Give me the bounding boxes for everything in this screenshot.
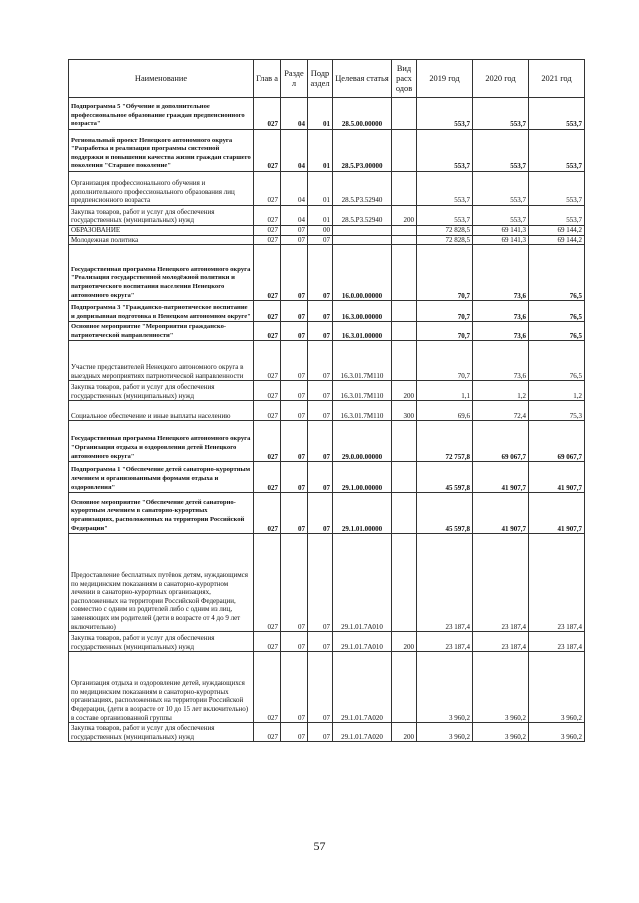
value-2021-cell: 23 187,4 xyxy=(529,632,585,652)
value-2019-cell: 70,7 xyxy=(417,301,473,322)
row-name-cell: Закупка товаров, работ и услуг для обеспечения государственных (муниципальных) нужд xyxy=(69,632,254,652)
value-2020-cell: 73,6 xyxy=(473,245,529,301)
value-2020-cell: 73,6 xyxy=(473,341,529,381)
expense-type-cell: 200 xyxy=(392,206,417,226)
value-2020-cell: 23 187,4 xyxy=(473,632,529,652)
chapter-cell: 027 xyxy=(254,235,281,245)
value-2020-cell: 553,7 xyxy=(473,130,529,172)
expense-type-cell xyxy=(392,235,417,245)
target-article-cell: 28.5.P3.00000 xyxy=(333,130,392,172)
target-article-cell: 28.5.00.00000 xyxy=(333,98,392,130)
row-name-cell: Социальное обеспечение и иные выплаты населению xyxy=(69,401,254,421)
value-2020-cell: 69 067,7 xyxy=(473,421,529,462)
target-article-cell: 16.3.00.00000 xyxy=(333,301,392,322)
value-2019-cell: 3 960,2 xyxy=(417,652,473,723)
chapter-cell: 027 xyxy=(254,723,281,742)
expense-type-cell xyxy=(392,534,417,632)
chapter-cell: 027 xyxy=(254,493,281,534)
budget-table xyxy=(68,59,585,742)
subsection-cell: 07 xyxy=(308,493,333,534)
value-2021-cell: 76,5 xyxy=(529,322,585,341)
value-2019-cell: 3 960,2 xyxy=(417,723,473,742)
expense-type-cell xyxy=(392,341,417,381)
subsection-cell: 07 xyxy=(308,381,333,401)
subsection-cell: 00 xyxy=(308,226,333,236)
expense-type-cell xyxy=(392,226,417,236)
target-article-cell: 29.1.01.7A020 xyxy=(333,723,392,742)
expense-type-cell xyxy=(392,130,417,172)
header-target-article: Целевая статья xyxy=(333,60,392,98)
table-row xyxy=(69,206,585,226)
chapter-cell: 027 xyxy=(254,130,281,172)
row-name-cell: Молодежная политика xyxy=(69,235,254,245)
target-article-cell: 16.0.00.00000 xyxy=(333,245,392,301)
chapter-cell: 027 xyxy=(254,632,281,652)
value-2020-cell: 23 187,4 xyxy=(473,534,529,632)
header-name: Наименование xyxy=(69,60,254,98)
section-cell: 04 xyxy=(281,130,308,172)
value-2020-cell: 3 960,2 xyxy=(473,652,529,723)
subsection-cell: 01 xyxy=(308,130,333,172)
expense-type-cell: 300 xyxy=(392,401,417,421)
subsection-cell: 07 xyxy=(308,534,333,632)
chapter-cell: 027 xyxy=(254,381,281,401)
value-2019-cell: 70,7 xyxy=(417,341,473,381)
target-article-cell: 16.3.01.7M110 xyxy=(333,401,392,421)
table-row xyxy=(69,421,585,462)
row-name-cell: Подпрограмма 1 "Обеспечение детей санаторно-курортным лечением и организованными формами отдыха и оздоровления" xyxy=(69,462,254,493)
value-2021-cell: 75,3 xyxy=(529,401,585,421)
target-article-cell: 29.1.00.00000 xyxy=(333,462,392,493)
value-2019-cell: 70,7 xyxy=(417,245,473,301)
subsection-cell: 01 xyxy=(308,206,333,226)
target-article-cell: 29.1.01.00000 xyxy=(333,493,392,534)
header-2019: 2019 год xyxy=(417,60,473,98)
subsection-cell: 07 xyxy=(308,401,333,421)
section-cell: 07 xyxy=(281,632,308,652)
value-2020-cell: 41 907,7 xyxy=(473,462,529,493)
chapter-cell: 027 xyxy=(254,98,281,130)
expense-type-cell xyxy=(392,652,417,723)
value-2019-cell: 72 757,8 xyxy=(417,421,473,462)
value-2020-cell: 69 141,3 xyxy=(473,226,529,236)
section-cell: 04 xyxy=(281,206,308,226)
row-name-cell: Основное мероприятие "Мероприятия гражданско-патриотической направленности" xyxy=(69,322,254,341)
section-cell: 07 xyxy=(281,534,308,632)
header-2020: 2020 год xyxy=(473,60,529,98)
section-cell: 07 xyxy=(281,341,308,381)
section-cell: 07 xyxy=(281,235,308,245)
table-row xyxy=(69,534,585,632)
target-article-cell: 29.1.01.7A010 xyxy=(333,534,392,632)
value-2021-cell: 23 187,4 xyxy=(529,534,585,632)
value-2021-cell: 3 960,2 xyxy=(529,723,585,742)
chapter-cell: 027 xyxy=(254,206,281,226)
value-2021-cell: 69 144,2 xyxy=(529,226,585,236)
table-row xyxy=(69,462,585,493)
expense-type-cell xyxy=(392,245,417,301)
chapter-cell: 027 xyxy=(254,401,281,421)
table-row xyxy=(69,723,585,742)
target-article-cell xyxy=(333,235,392,245)
expense-type-cell xyxy=(392,493,417,534)
row-name-cell: Государственная программа Ненецкого автономного округа "Организация отдыха и оздоровления детей Ненецкого автономного округа" xyxy=(69,421,254,462)
value-2021-cell: 3 960,2 xyxy=(529,652,585,723)
value-2020-cell: 41 907,7 xyxy=(473,493,529,534)
table-row xyxy=(69,322,585,341)
header-expense-type: Вид расх одов xyxy=(392,60,417,98)
chapter-cell: 027 xyxy=(254,421,281,462)
value-2019-cell: 23 187,4 xyxy=(417,534,473,632)
chapter-cell: 027 xyxy=(254,172,281,206)
value-2020-cell: 553,7 xyxy=(473,172,529,206)
value-2019-cell: 553,7 xyxy=(417,206,473,226)
chapter-cell: 027 xyxy=(254,652,281,723)
value-2019-cell: 23 187,4 xyxy=(417,632,473,652)
target-article-cell: 29.1.01.7A010 xyxy=(333,632,392,652)
target-article-cell: 28.5.P3.52940 xyxy=(333,172,392,206)
section-cell: 04 xyxy=(281,172,308,206)
subsection-cell: 01 xyxy=(308,172,333,206)
value-2020-cell: 73,6 xyxy=(473,322,529,341)
row-name-cell: Закупка товаров, работ и услуг для обеспечения государственных (муниципальных) нужд xyxy=(69,723,254,742)
expense-type-cell xyxy=(392,462,417,493)
value-2021-cell: 1,2 xyxy=(529,381,585,401)
value-2019-cell: 553,7 xyxy=(417,172,473,206)
table-row xyxy=(69,632,585,652)
value-2020-cell: 72,4 xyxy=(473,401,529,421)
row-name-cell: Участие представителей Ненецкого автономного округа в выездных мероприятиях патриотической направленности xyxy=(69,341,254,381)
subsection-cell: 07 xyxy=(308,235,333,245)
expense-type-cell xyxy=(392,172,417,206)
page-number: 57 xyxy=(313,839,326,853)
table-row xyxy=(69,341,585,381)
value-2019-cell: 553,7 xyxy=(417,130,473,172)
expense-type-cell: 200 xyxy=(392,723,417,742)
target-article-cell: 29.1.01.7A020 xyxy=(333,652,392,723)
value-2021-cell: 41 907,7 xyxy=(529,462,585,493)
expense-type-cell xyxy=(392,301,417,322)
section-cell: 07 xyxy=(281,226,308,236)
row-name-cell: ОБРАЗОВАНИЕ xyxy=(69,226,254,236)
target-article-cell: 29.0.00.00000 xyxy=(333,421,392,462)
value-2019-cell: 553,7 xyxy=(417,98,473,130)
table-row xyxy=(69,381,585,401)
chapter-cell: 027 xyxy=(254,301,281,322)
section-cell: 07 xyxy=(281,301,308,322)
value-2020-cell: 553,7 xyxy=(473,98,529,130)
chapter-cell: 027 xyxy=(254,462,281,493)
table-row xyxy=(69,130,585,172)
section-cell: 04 xyxy=(281,98,308,130)
section-cell: 07 xyxy=(281,462,308,493)
subsection-cell: 07 xyxy=(308,723,333,742)
section-cell: 07 xyxy=(281,493,308,534)
chapter-cell: 027 xyxy=(254,226,281,236)
expense-type-cell: 200 xyxy=(392,632,417,652)
value-2019-cell: 72 828,5 xyxy=(417,226,473,236)
expense-type-cell xyxy=(392,421,417,462)
subsection-cell: 07 xyxy=(308,652,333,723)
table-row xyxy=(69,245,585,301)
row-name-cell: Организация профессионального обучения и дополнительного профессионального образования лиц предпенсионного возраста xyxy=(69,172,254,206)
row-name-cell: Предоставление бесплатных путёвок детям, нуждающимся по медицинским показаниям в санаторно-курортном лечении в санаторно-курортных организациях, расположенных на территории Российской Федерации, совместно с одним из родителей либо с одним из лиц, заменяющих им родителей (дети в возрасте от 4 до 9 лет включительно) xyxy=(69,534,254,632)
table-body xyxy=(69,98,585,742)
value-2021-cell: 553,7 xyxy=(529,206,585,226)
target-article-cell: 28.5.P3.52940 xyxy=(333,206,392,226)
row-name-cell: Закупка товаров, работ и услуг для обеспечения государственных (муниципальных) нужд xyxy=(69,381,254,401)
header-subsection: Подр аздел xyxy=(308,60,333,98)
value-2019-cell: 45 597,8 xyxy=(417,493,473,534)
value-2020-cell: 3 960,2 xyxy=(473,723,529,742)
value-2019-cell: 69,6 xyxy=(417,401,473,421)
table-row xyxy=(69,493,585,534)
value-2021-cell: 76,5 xyxy=(529,341,585,381)
table-row xyxy=(69,652,585,723)
value-2020-cell: 69 141,3 xyxy=(473,235,529,245)
subsection-cell: 07 xyxy=(308,301,333,322)
header-chapter: Глав а xyxy=(254,60,281,98)
value-2019-cell: 70,7 xyxy=(417,322,473,341)
chapter-cell: 027 xyxy=(254,534,281,632)
row-name-cell: Подпрограмма 5 "Обучение и дополнительное профессиональное образование граждан предпенсионного возраста" xyxy=(69,98,254,130)
row-name-cell: Региональный проект Ненецкого автономного округа "Разработка и реализация программы системной поддержки и повышения качества жизни граждан старшего поколения "Старшее поколение" xyxy=(69,130,254,172)
section-cell: 07 xyxy=(281,421,308,462)
header-section: Разде л xyxy=(281,60,308,98)
subsection-cell: 07 xyxy=(308,322,333,341)
value-2021-cell: 76,5 xyxy=(529,301,585,322)
section-cell: 07 xyxy=(281,401,308,421)
section-cell: 07 xyxy=(281,723,308,742)
header-2021: 2021 год xyxy=(529,60,585,98)
table-row xyxy=(69,98,585,130)
value-2021-cell: 41 907,7 xyxy=(529,493,585,534)
target-article-cell: 16.3.01.00000 xyxy=(333,322,392,341)
subsection-cell: 07 xyxy=(308,341,333,381)
subsection-cell: 07 xyxy=(308,632,333,652)
expense-type-cell: 200 xyxy=(392,381,417,401)
target-article-cell: 16.3.01.7M110 xyxy=(333,341,392,381)
value-2021-cell: 69 144,2 xyxy=(529,235,585,245)
section-cell: 07 xyxy=(281,322,308,341)
chapter-cell: 027 xyxy=(254,322,281,341)
expense-type-cell xyxy=(392,98,417,130)
value-2021-cell: 553,7 xyxy=(529,98,585,130)
table-row xyxy=(69,301,585,322)
target-article-cell: 16.3.01.7M110 xyxy=(333,381,392,401)
table-row xyxy=(69,172,585,206)
value-2019-cell: 72 828,5 xyxy=(417,235,473,245)
row-name-cell: Организация отдыха и оздоровление детей, нуждающихся по медицинским показаниям в санаторно-курортных организациях, расположенных на территории Российской Федерации, (дети в возрасте от 10 до 15 лет включительно) в составе организованной группы xyxy=(69,652,254,723)
value-2020-cell: 553,7 xyxy=(473,206,529,226)
section-cell: 07 xyxy=(281,381,308,401)
chapter-cell: 027 xyxy=(254,341,281,381)
value-2019-cell: 1,1 xyxy=(417,381,473,401)
section-cell: 07 xyxy=(281,245,308,301)
row-name-cell: Государственная программа Ненецкого автономного округа "Реализация государственной молодёжной политики и патриотического воспитания населения Ненецкого автономного округа" xyxy=(69,245,254,301)
section-cell: 07 xyxy=(281,652,308,723)
value-2019-cell: 45 597,8 xyxy=(417,462,473,493)
value-2020-cell: 1,2 xyxy=(473,381,529,401)
value-2021-cell: 76,5 xyxy=(529,245,585,301)
row-name-cell: Подпрограмма 3 "Гражданско-патриотическое воспитание и допризывная подготовка в Ненецком автономном округе" xyxy=(69,301,254,322)
target-article-cell xyxy=(333,226,392,236)
chapter-cell: 027 xyxy=(254,245,281,301)
header-row xyxy=(69,60,585,98)
value-2021-cell: 553,7 xyxy=(529,130,585,172)
subsection-cell: 01 xyxy=(308,98,333,130)
table-row xyxy=(69,235,585,245)
subsection-cell: 07 xyxy=(308,462,333,493)
value-2021-cell: 69 067,7 xyxy=(529,421,585,462)
row-name-cell: Закупка товаров, работ и услуг для обеспечения государственных (муниципальных) нужд xyxy=(69,206,254,226)
subsection-cell: 07 xyxy=(308,421,333,462)
value-2020-cell: 73,6 xyxy=(473,301,529,322)
table-row xyxy=(69,401,585,421)
value-2021-cell: 553,7 xyxy=(529,172,585,206)
expense-type-cell xyxy=(392,322,417,341)
row-name-cell: Основное мероприятие "Обеспечение детей санаторно-курортным лечением в санаторно-курортных организациях, расположенных на территории Российской Федерации" xyxy=(69,493,254,534)
table-row xyxy=(69,226,585,236)
subsection-cell: 07 xyxy=(308,245,333,301)
